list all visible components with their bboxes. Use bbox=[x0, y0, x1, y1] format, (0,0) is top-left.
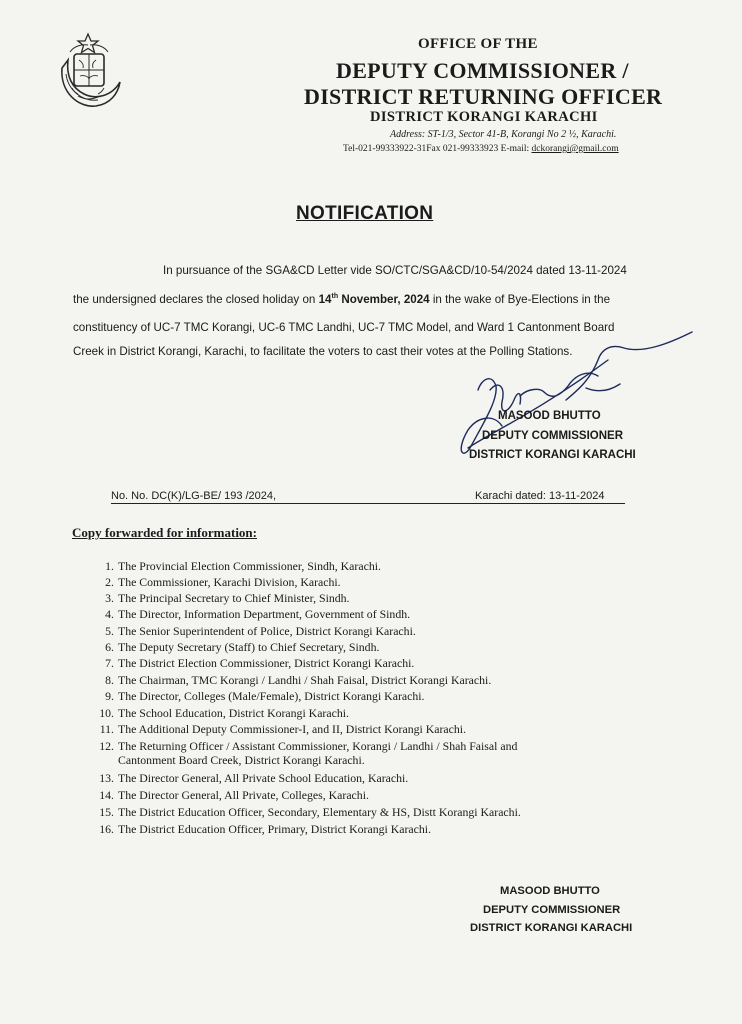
list-text: The Senior Superintendent of Police, District Korangi Karachi. bbox=[118, 624, 416, 638]
list-text: The Director General, All Private, Colleges, Karachi. bbox=[118, 788, 369, 802]
list-number: 11. bbox=[99, 722, 114, 736]
list-text: The Provincial Election Commissioner, Sindh, Karachi. bbox=[118, 559, 381, 573]
holiday-month: November, 2024 bbox=[338, 293, 430, 306]
notification-line-3: constituency of UC-7 TMC Korangi, UC-6 TMC Landhi, UC-7 TMC Model, and Ward 1 Cantonment Board bbox=[73, 321, 615, 334]
list-text: The Director, Colleges (Male/Female), District Korangi Karachi. bbox=[118, 689, 425, 703]
list-text: The Commissioner, Karachi Division, Karachi. bbox=[118, 575, 341, 589]
list-number: 13. bbox=[99, 771, 114, 785]
reference-underline bbox=[111, 503, 625, 504]
list-number: 6. bbox=[105, 640, 114, 654]
list-text: The Director General, All Private School Education, Karachi. bbox=[118, 771, 409, 785]
list-number: 8. bbox=[105, 673, 114, 687]
holiday-day-suffix: th bbox=[331, 293, 339, 301]
list-text: The Deputy Secretary (Staff) to Chief Secretary, Sindh. bbox=[118, 640, 380, 654]
list-text: The District Education Officer, Primary, District Korangi Karachi. bbox=[118, 822, 432, 836]
notification-heading: NOTIFICATION bbox=[296, 203, 434, 224]
list-text: The District Education Officer, Secondary, Elementary & HS, Distt Korangi Karachi. bbox=[118, 805, 521, 819]
list-number: 5. bbox=[105, 624, 114, 638]
holiday-day: 14 bbox=[318, 293, 332, 306]
list-number: 1. bbox=[105, 559, 114, 573]
list-text-continued: Cantonment Board Creek, District Korangi Karachi. bbox=[118, 753, 365, 767]
reference-date: Karachi dated: 13-11-2024 bbox=[475, 490, 605, 502]
reference-number: No. No. DC(K)/LG-BE/ 193 /2024, bbox=[111, 490, 277, 502]
contact-email: dckorangi@gmail.com bbox=[531, 144, 619, 154]
footer-signatory-district: DISTRICT KORANGI KARACHI bbox=[470, 922, 633, 934]
office-address: Address: ST-1/3, Sector 41-B, Korangi No 2 ½, Karachi. bbox=[390, 129, 617, 140]
list-number: 2. bbox=[105, 575, 114, 589]
list-text: The Principal Secretary to Chief Minister, Sindh. bbox=[118, 591, 350, 605]
signatory-name: MASOOD BHUTTO bbox=[498, 410, 601, 422]
list-number: 9. bbox=[105, 689, 114, 703]
office-title-line1: DEPUTY COMMISSIONER / bbox=[336, 58, 629, 83]
office-district: DISTRICT KORANGI KARACHI bbox=[370, 109, 598, 125]
notification-line-1: In pursuance of the SGA&CD Letter vide SO/CTC/SGA&CD/10-54/2024 dated 13-11-2024 bbox=[163, 264, 627, 277]
list-text: The School Education, District Korangi Karachi. bbox=[118, 706, 349, 720]
list-number: 15. bbox=[99, 805, 114, 819]
notification-line-4: Creek in District Korangi, Karachi, to facilitate the voters to cast their votes at the Polling Stations. bbox=[73, 345, 573, 358]
list-number: 7. bbox=[105, 656, 114, 670]
list-number: 3. bbox=[105, 591, 114, 605]
list-number: 14. bbox=[99, 788, 114, 802]
line2-text-b: in the wake of Bye-Elections in the bbox=[429, 293, 611, 306]
signatory-designation: DEPUTY COMMISSIONER bbox=[482, 430, 623, 442]
government-seal-logo bbox=[52, 30, 124, 112]
holiday-date bbox=[319, 293, 430, 306]
list-number: 16. bbox=[99, 822, 114, 836]
contact-numbers: Tel-021-99333922-31Fax 021-99333923 E-mail: bbox=[343, 144, 532, 154]
list-text: The District Election Commissioner, District Korangi Karachi. bbox=[118, 656, 415, 670]
footer-signatory-name: MASOOD BHUTTO bbox=[500, 885, 600, 897]
line2-text-a: the undersigned declares the closed holiday on bbox=[73, 293, 319, 306]
footer-signatory-designation: DEPUTY COMMISSIONER bbox=[483, 904, 621, 916]
office-of-heading: OFFICE OF THE bbox=[418, 36, 538, 52]
office-contact bbox=[343, 144, 619, 154]
list-number: 10. bbox=[99, 706, 114, 720]
list-text: The Chairman, TMC Korangi / Landhi / Shah Faisal, District Korangi Karachi. bbox=[118, 673, 492, 687]
signatory-district: DISTRICT KORANGI KARACHI bbox=[469, 449, 636, 461]
list-text: The Additional Deputy Commissioner-I, and II, District Korangi Karachi. bbox=[118, 722, 467, 736]
list-text: The Director, Information Department, Government of Sindh. bbox=[118, 607, 411, 621]
list-text: The Returning Officer / Assistant Commissioner, Korangi / Landhi / Shah Faisal and bbox=[118, 739, 518, 753]
notification-line-2 bbox=[73, 293, 610, 306]
list-number: 4. bbox=[105, 607, 114, 621]
office-title-line2: DISTRICT RETURNING OFFICER bbox=[304, 84, 663, 109]
list-number: 12. bbox=[99, 739, 114, 753]
copy-forwarded-heading: Copy forwarded for information: bbox=[72, 525, 257, 540]
